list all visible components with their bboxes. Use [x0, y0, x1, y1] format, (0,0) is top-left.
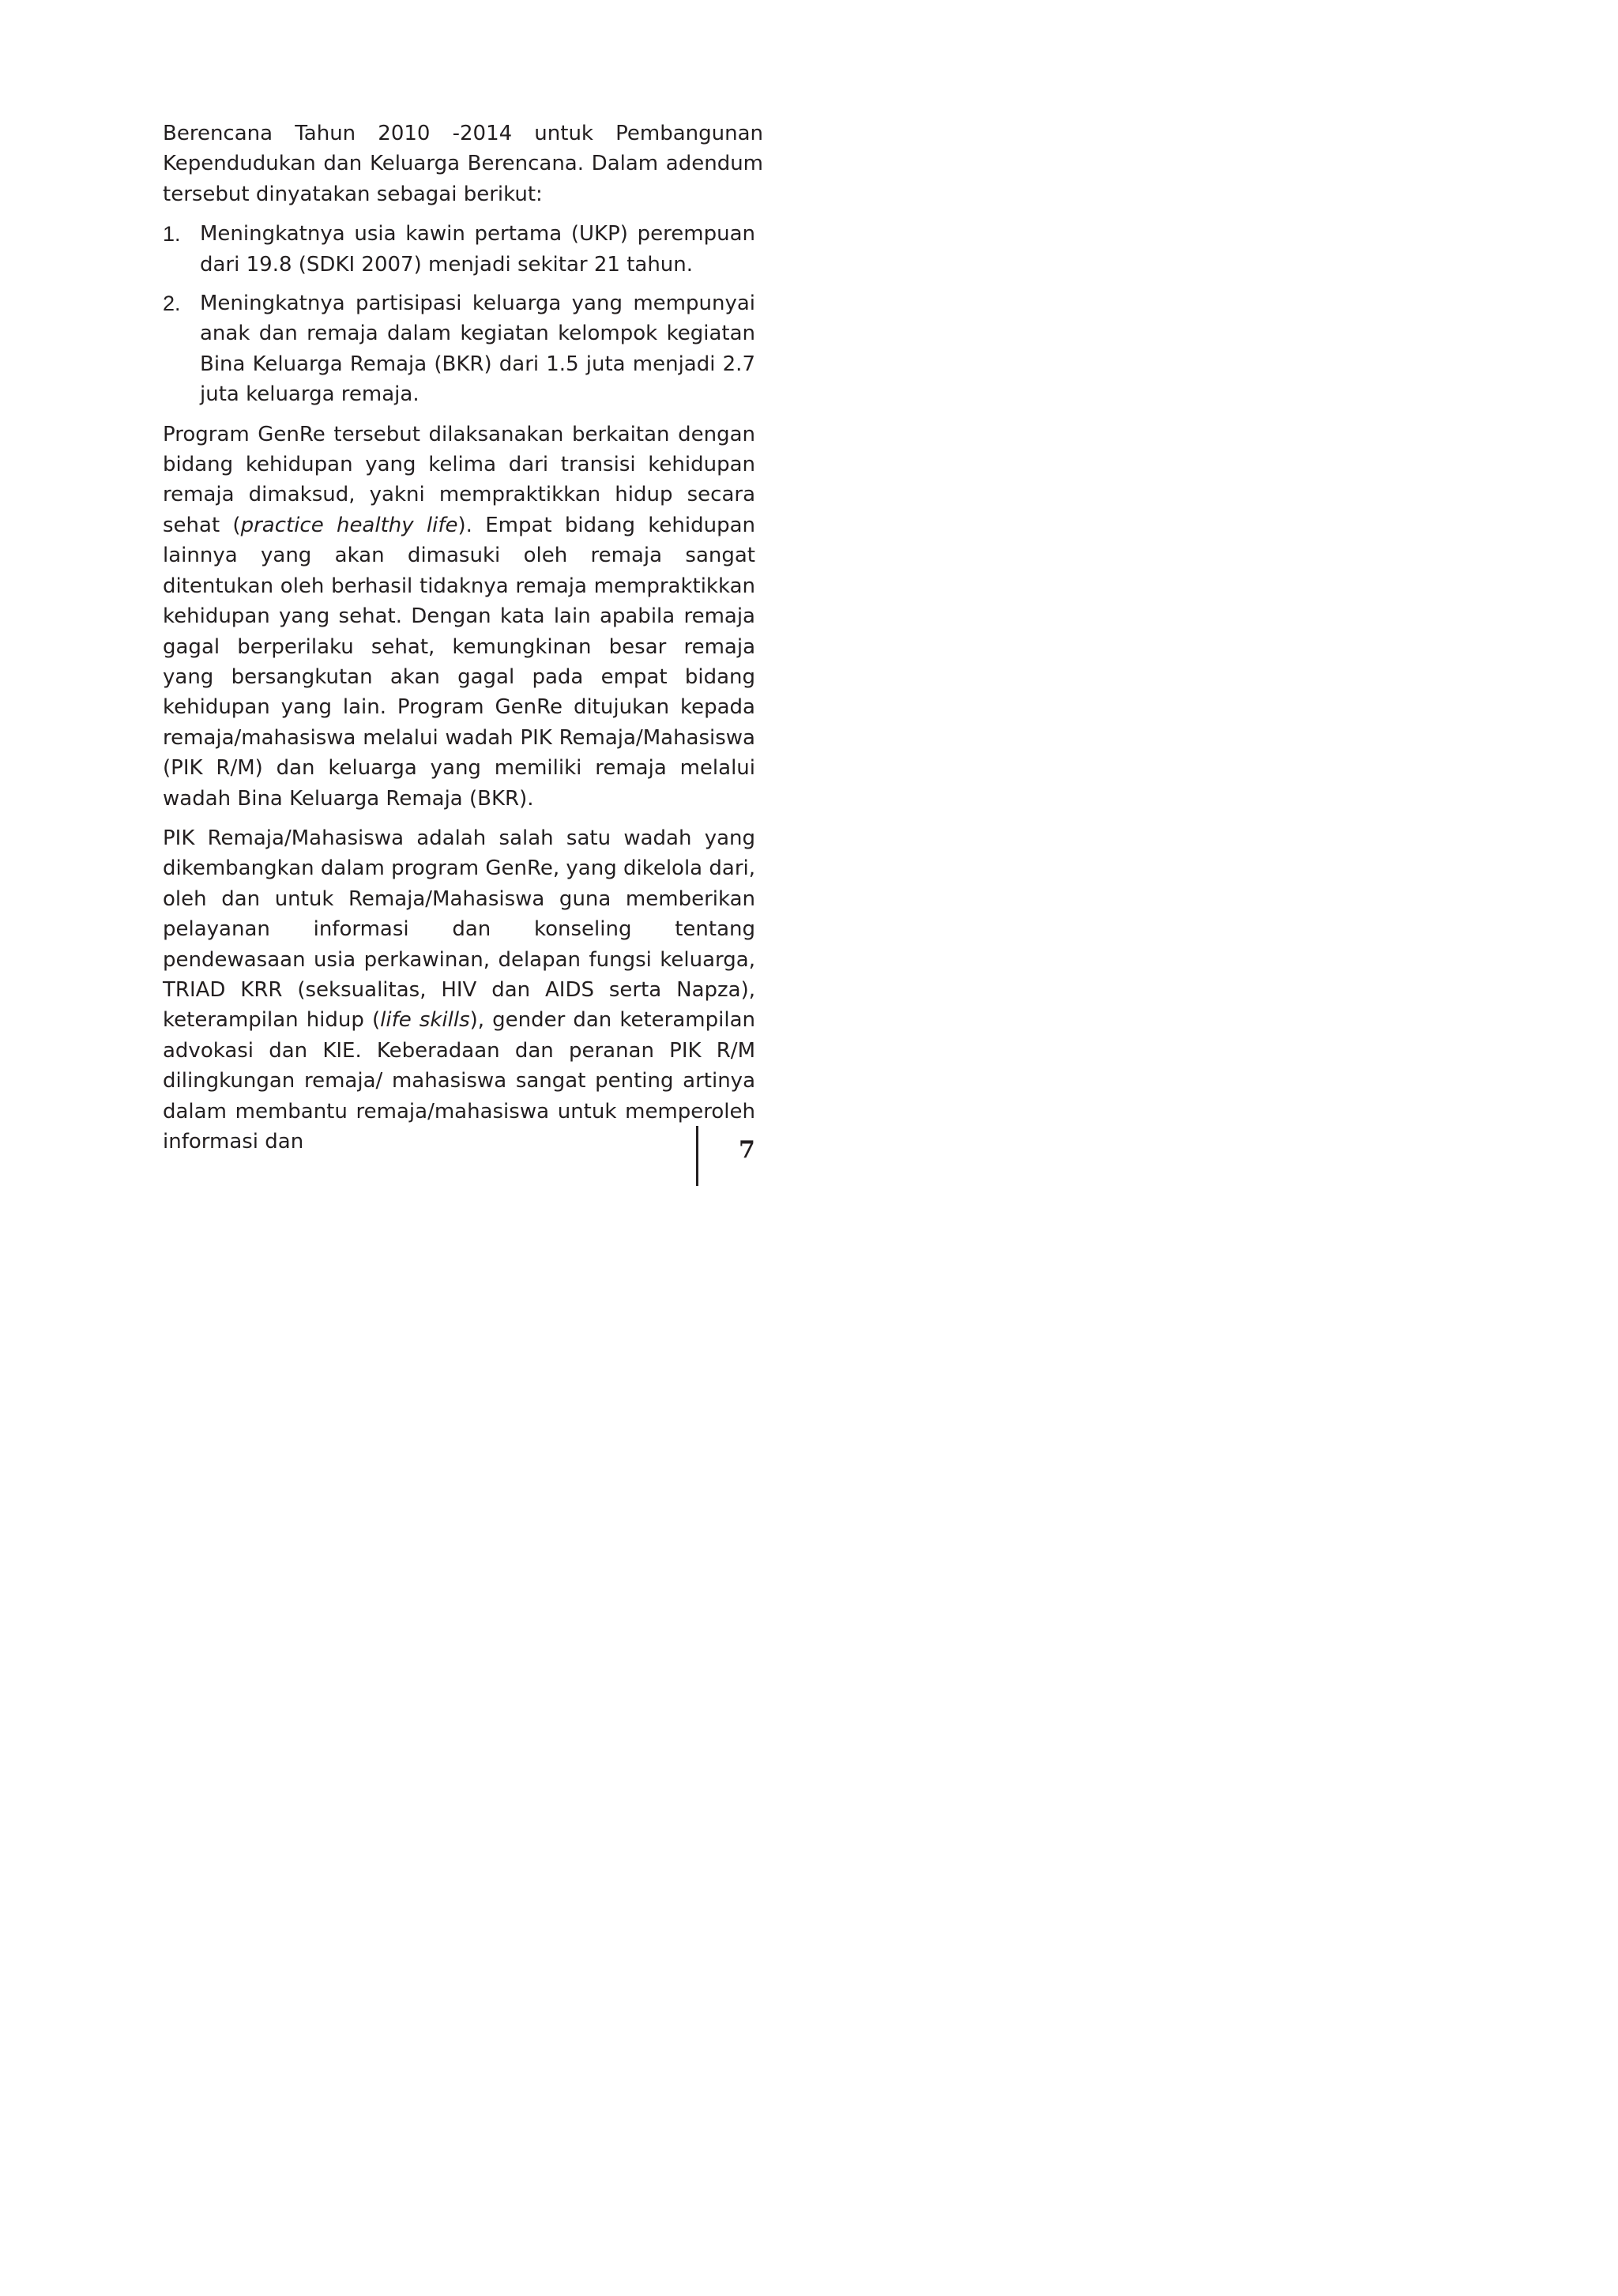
list-item	[163, 288, 755, 410]
genre-paragraph-part-b: ). Empat bidang kehidupan lainnya yang akan dimasuki oleh remaja sangat ditentukan oleh berhasil tidaknya remaja mempraktikkan kehidupan yang sehat. Dengan kata lain apabila remaja gagal berperilaku sehat, kemungkinan besar remaja yang bersangkutan akan gagal pada empat bidang kehidupan yang lain. Program GenRe ditujukan kepada remaja/mahasiswa melalui wadah PIK Remaja/Mahasiswa (PIK R/M) dan keluarga yang memiliki remaja melalui wadah Bina Keluarga Remaja (BKR).	[163, 513, 755, 811]
genre-paragraph	[163, 420, 755, 814]
genre-paragraph-part-a: Program GenRe tersebut dilaksanakan berkaitan dengan bidang kehidupan yang kelima dari transisi kehidupan remaja dimaksud, yakni mempraktikkan hidup secara sehat (	[163, 422, 755, 537]
genre-paragraph-italic: practice healthy life	[240, 513, 458, 537]
pik-paragraph-italic: life skills	[380, 1008, 470, 1033]
list-item-number: 1.	[163, 222, 181, 247]
list-item-number: 2.	[163, 292, 181, 316]
body-text	[163, 119, 763, 1166]
list-item	[163, 219, 755, 280]
list-item-text: Meningkatnya usia kawin pertama (UKP) perempuan dari 19.8 (SDKI 2007) menjadi sekitar 21 tahun.	[200, 222, 755, 277]
pik-paragraph	[163, 823, 755, 1157]
intro-paragraph: Berencana Tahun 2010 -2014 untuk Pembangunan Kependudukan dan Keluarga Berencana. Dalam adendum tersebut dinyatakan sebagai berikut:	[163, 122, 763, 206]
footer-divider	[696, 1126, 698, 1186]
pik-paragraph-part-b: ), gender dan keterampilan advokasi dan KIE. Keberadaan dan peranan PIK R/M dilingkungan remaja/ mahasiswa sangat penting artinya dalam membantu remaja/mahasiswa untuk memperoleh informasi dan	[163, 1008, 755, 1154]
numbered-list	[163, 219, 755, 409]
list-item-text: Meningkatnya partisipasi keluarga yang mempunyai anak dan remaja dalam kegiatan kelompok kegiatan Bina Keluarga Remaja (BKR) dari 1.5 juta menjadi 2.7 juta keluarga remaja.	[200, 292, 755, 407]
page-number: 7	[739, 1136, 755, 1164]
document-page	[0, 0, 871, 1235]
pik-paragraph-part-a: PIK Remaja/Mahasiswa adalah salah satu wadah yang dikembangkan dalam program GenRe, yang dikelola dari, oleh dan untuk Remaja/Mahasiswa guna memberikan pelayanan informasi dan konseling tentang pendewasaan usia perkawinan, delapan fungsi keluarga, TRIAD KRR (seksualitas, HIV dan AIDS serta Napza), keterampilan hidup (	[163, 826, 755, 1033]
